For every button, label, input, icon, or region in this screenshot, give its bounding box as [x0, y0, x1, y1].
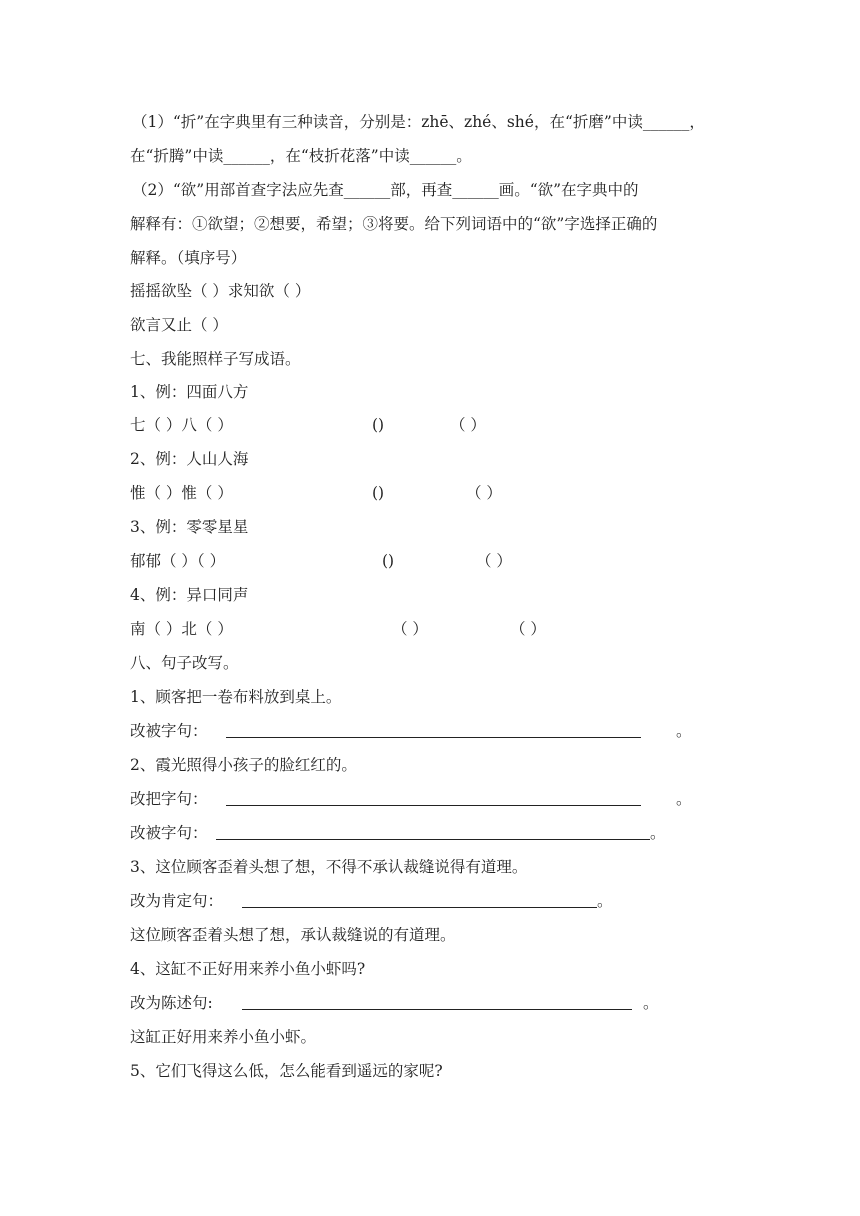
q8-s1-label: 改被字句：	[130, 722, 208, 740]
q6-items-line1: 摇摇欲坠（ ）求知欲（ ）	[130, 282, 311, 300]
q8-s2a-answer-line[interactable]	[226, 791, 641, 806]
q8-s4-label: 改为陈述句:	[130, 994, 213, 1012]
q8-sentence-5: 5、它们飞得这么低，怎么能看到遥远的家呢?	[130, 1062, 443, 1080]
q6-p2-line3: 解释。（填序号）	[130, 249, 247, 267]
q7-row-2-a: 惟（ ）惟（ ）	[130, 484, 233, 502]
q8-s2b-answer-line[interactable]	[216, 825, 650, 840]
q8-sentence-2: 2、霞光照得小孩子的脸红红的。	[130, 756, 357, 774]
q7-example-1: 1、例：四面八方	[130, 383, 249, 401]
q7-row-2-b: ()	[372, 484, 385, 502]
q8-s2a-period: 。	[676, 790, 692, 808]
q8-s3-period: 。	[597, 892, 613, 910]
q7-row-2-c: （ ）	[466, 484, 502, 502]
q8-s4-answer-line[interactable]	[242, 995, 632, 1010]
q7-example-4: 4、例：异口同声	[130, 586, 249, 604]
q8-s3-label: 改为肯定句：	[130, 892, 224, 910]
q8-s4-answer: 这缸正好用来养小鱼小虾。	[130, 1028, 317, 1046]
q8-s1-period: 。	[676, 722, 692, 740]
q7-row-3-b: ()	[382, 552, 395, 570]
q8-s2-label-b: 改被字句：	[130, 824, 208, 842]
q8-s2b-period: 。	[650, 824, 666, 842]
q6-p2-line2: 解释有：①欲望；②想要，希望；③将要。给下列词语中的“欲”字选择正确的	[130, 215, 658, 233]
q7-heading: 七、我能照样子写成语。	[130, 350, 301, 368]
q8-sentence-1: 1、顾客把一卷布料放到桌上。	[130, 688, 342, 706]
q7-row-4-a: 南（ ）北（ ）	[130, 620, 233, 638]
q7-example-2: 2、例：人山人海	[130, 450, 249, 468]
q6-p1-line1: （1）“折”在字典里有三种读音，分别是：zhē、zhé、shé，在“折磨”中读______，	[132, 113, 705, 131]
q8-sentence-3: 3、这位顾客歪着头想了想，不得不承认裁缝说得有道理。	[130, 858, 528, 876]
q8-s3-answer-line[interactable]	[242, 893, 597, 908]
q8-s2-label-a: 改把字句：	[130, 790, 208, 808]
q7-row-1-c: （ ）	[450, 416, 486, 434]
q7-row-3-a: 郁郁（ ）（ ）	[130, 552, 226, 570]
q7-example-3: 3、例：零零星星	[130, 518, 249, 536]
q7-row-4-b: （ ）	[392, 620, 428, 638]
q7-row-4-c: （ ）	[510, 620, 546, 638]
q8-sentence-4: 4、这缸不正好用来养小鱼小虾吗?	[130, 960, 366, 978]
q8-s1-answer-line[interactable]	[226, 723, 641, 738]
q6-p2-line1: （2）“欲”用部首查字法应先查______部，再查______画。“欲”在字典中的	[132, 181, 639, 199]
q8-heading: 八、句子改写。	[130, 654, 239, 672]
q8-s4-period: 。	[643, 994, 659, 1012]
q6-p1-line2: 在“折腾”中读______，在“枝折花落”中读______。	[130, 147, 472, 165]
q7-row-1-a: 七（ ）八（ ）	[130, 416, 233, 434]
q8-s3-answer: 这位顾客歪着头想了想，承认裁缝说的有道理。	[130, 926, 456, 944]
q7-row-3-c: （ ）	[476, 552, 512, 570]
q6-items-line2: 欲言又止（ ）	[130, 316, 228, 334]
q7-row-1-b: ()	[372, 416, 385, 434]
